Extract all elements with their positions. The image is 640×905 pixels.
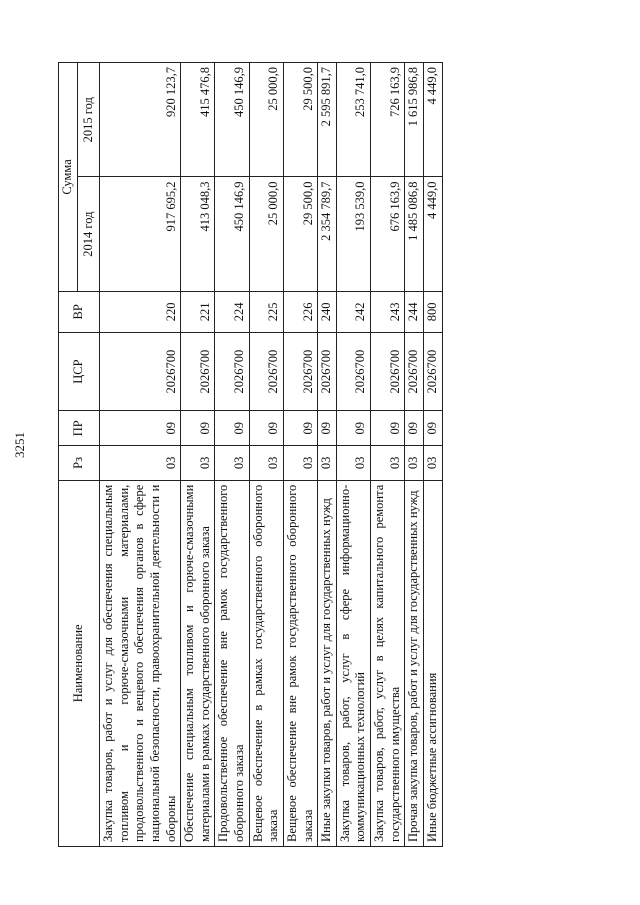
- row-amount-2015: 253 741,0: [336, 63, 370, 177]
- row-vr: 800: [423, 291, 442, 332]
- row-pr: 09: [405, 411, 424, 446]
- table-row: [405, 63, 424, 847]
- table-row: [318, 63, 337, 847]
- row-name: Продовольственное обеспечение вне рамок государственного оборонного заказа: [215, 480, 249, 846]
- row-name: Закупка товаров, работ, услуг в сфере информационно-коммуникационных технологий: [336, 480, 370, 846]
- page-number: 3251: [12, 432, 27, 458]
- row-rz: 03: [283, 446, 317, 481]
- header-rz: Рз: [59, 446, 100, 481]
- row-amount-2015: 2 595 891,7: [318, 63, 337, 177]
- row-rz: 03: [181, 446, 215, 481]
- row-amount-2014: 676 163,9: [371, 177, 405, 291]
- row-pr: 09: [318, 411, 337, 446]
- header-vr: ВР: [59, 291, 100, 332]
- row-amount-2015: 415 476,8: [181, 63, 215, 177]
- row-amount-2014: 2 354 789,7: [318, 177, 337, 291]
- row-pr: 09: [423, 411, 442, 446]
- row-csr: 2026700: [249, 332, 283, 411]
- row-pr: 09: [371, 411, 405, 446]
- row-csr: 2026700: [318, 332, 337, 411]
- row-rz: 03: [215, 446, 249, 481]
- row-name: Закупка товаров, работ, услуг в целях капитального ремонта государственного имущества: [371, 480, 405, 846]
- header-name: Наименование: [59, 480, 100, 846]
- row-vr: 220: [100, 291, 181, 332]
- table-row: [371, 63, 405, 847]
- row-name: Вещевое обеспечение вне рамок государственного оборонного заказа: [283, 480, 317, 846]
- row-csr: 2026700: [283, 332, 317, 411]
- row-csr: 2026700: [336, 332, 370, 411]
- header-row: [59, 63, 78, 847]
- header-csr: ЦСР: [59, 332, 100, 411]
- row-pr: 09: [249, 411, 283, 446]
- row-rz: 03: [371, 446, 405, 481]
- row-name: Иные бюджетные ассигнования: [423, 480, 442, 846]
- row-vr: 242: [336, 291, 370, 332]
- row-pr: 09: [215, 411, 249, 446]
- row-amount-2015: 450 146,9: [215, 63, 249, 177]
- row-csr: 2026700: [405, 332, 424, 411]
- row-csr: 2026700: [215, 332, 249, 411]
- row-name: Иные закупки товаров, работ и услуг для государственных нужд: [318, 480, 337, 846]
- row-amount-2015: 29 500,0: [283, 63, 317, 177]
- table-row: [181, 63, 215, 847]
- budget-table: [58, 62, 443, 847]
- row-amount-2014: 4 449,0: [423, 177, 442, 291]
- row-name: Закупка товаров, работ и услуг для обеспечения специальным топливом и горюче-смазочными материалами, продовольственного и вещевого обеспечения органов в сфере национальной безопасности, правоохранительной деятельности и обороны: [100, 480, 181, 846]
- row-amount-2015: 920 123,7: [100, 63, 181, 177]
- row-amount-2015: 4 449,0: [423, 63, 442, 177]
- row-pr: 09: [100, 411, 181, 446]
- row-name: Прочая закупка товаров, работ и услуг для государственных нужд: [405, 480, 424, 846]
- table-row: [215, 63, 249, 847]
- row-rz: 03: [336, 446, 370, 481]
- row-pr: 09: [336, 411, 370, 446]
- row-csr: 2026700: [100, 332, 181, 411]
- table-row: [283, 63, 317, 847]
- row-vr: 243: [371, 291, 405, 332]
- header-year-2014: 2014 год: [78, 177, 100, 291]
- row-amount-2014: 193 539,0: [336, 177, 370, 291]
- row-vr: 240: [318, 291, 337, 332]
- row-amount-2015: 726 163,9: [371, 63, 405, 177]
- table-row: [100, 63, 181, 847]
- row-pr: 09: [283, 411, 317, 446]
- row-amount-2014: 450 146,9: [215, 177, 249, 291]
- row-csr: 2026700: [371, 332, 405, 411]
- row-vr: 221: [181, 291, 215, 332]
- table-row: [336, 63, 370, 847]
- row-vr: 224: [215, 291, 249, 332]
- row-amount-2015: 25 000,0: [249, 63, 283, 177]
- row-rz: 03: [423, 446, 442, 481]
- row-amount-2014: 25 000,0: [249, 177, 283, 291]
- row-amount-2014: 29 500,0: [283, 177, 317, 291]
- row-rz: 03: [405, 446, 424, 481]
- row-vr: 244: [405, 291, 424, 332]
- row-name: Вещевое обеспечение в рамках государственного оборонного заказа: [249, 480, 283, 846]
- row-amount-2014: 1 485 086,8: [405, 177, 424, 291]
- row-csr: 2026700: [423, 332, 442, 411]
- header-sum: Сумма: [59, 63, 78, 292]
- row-rz: 03: [318, 446, 337, 481]
- row-name: Обеспечение специальным топливом и горюче-смазочными материалами в рамках государственного оборонного заказа: [181, 480, 215, 846]
- table-row: [249, 63, 283, 847]
- row-amount-2015: 1 615 986,8: [405, 63, 424, 177]
- row-amount-2014: 413 048,3: [181, 177, 215, 291]
- row-vr: 225: [249, 291, 283, 332]
- table-row: [423, 63, 442, 847]
- row-csr: 2026700: [181, 332, 215, 411]
- header-pr: ПР: [59, 411, 100, 446]
- row-rz: 03: [100, 446, 181, 481]
- header-year-2015: 2015 год: [78, 63, 100, 177]
- row-pr: 09: [181, 411, 215, 446]
- row-rz: 03: [249, 446, 283, 481]
- row-vr: 226: [283, 291, 317, 332]
- table-body: [100, 63, 443, 847]
- row-amount-2014: 917 695,2: [100, 177, 181, 291]
